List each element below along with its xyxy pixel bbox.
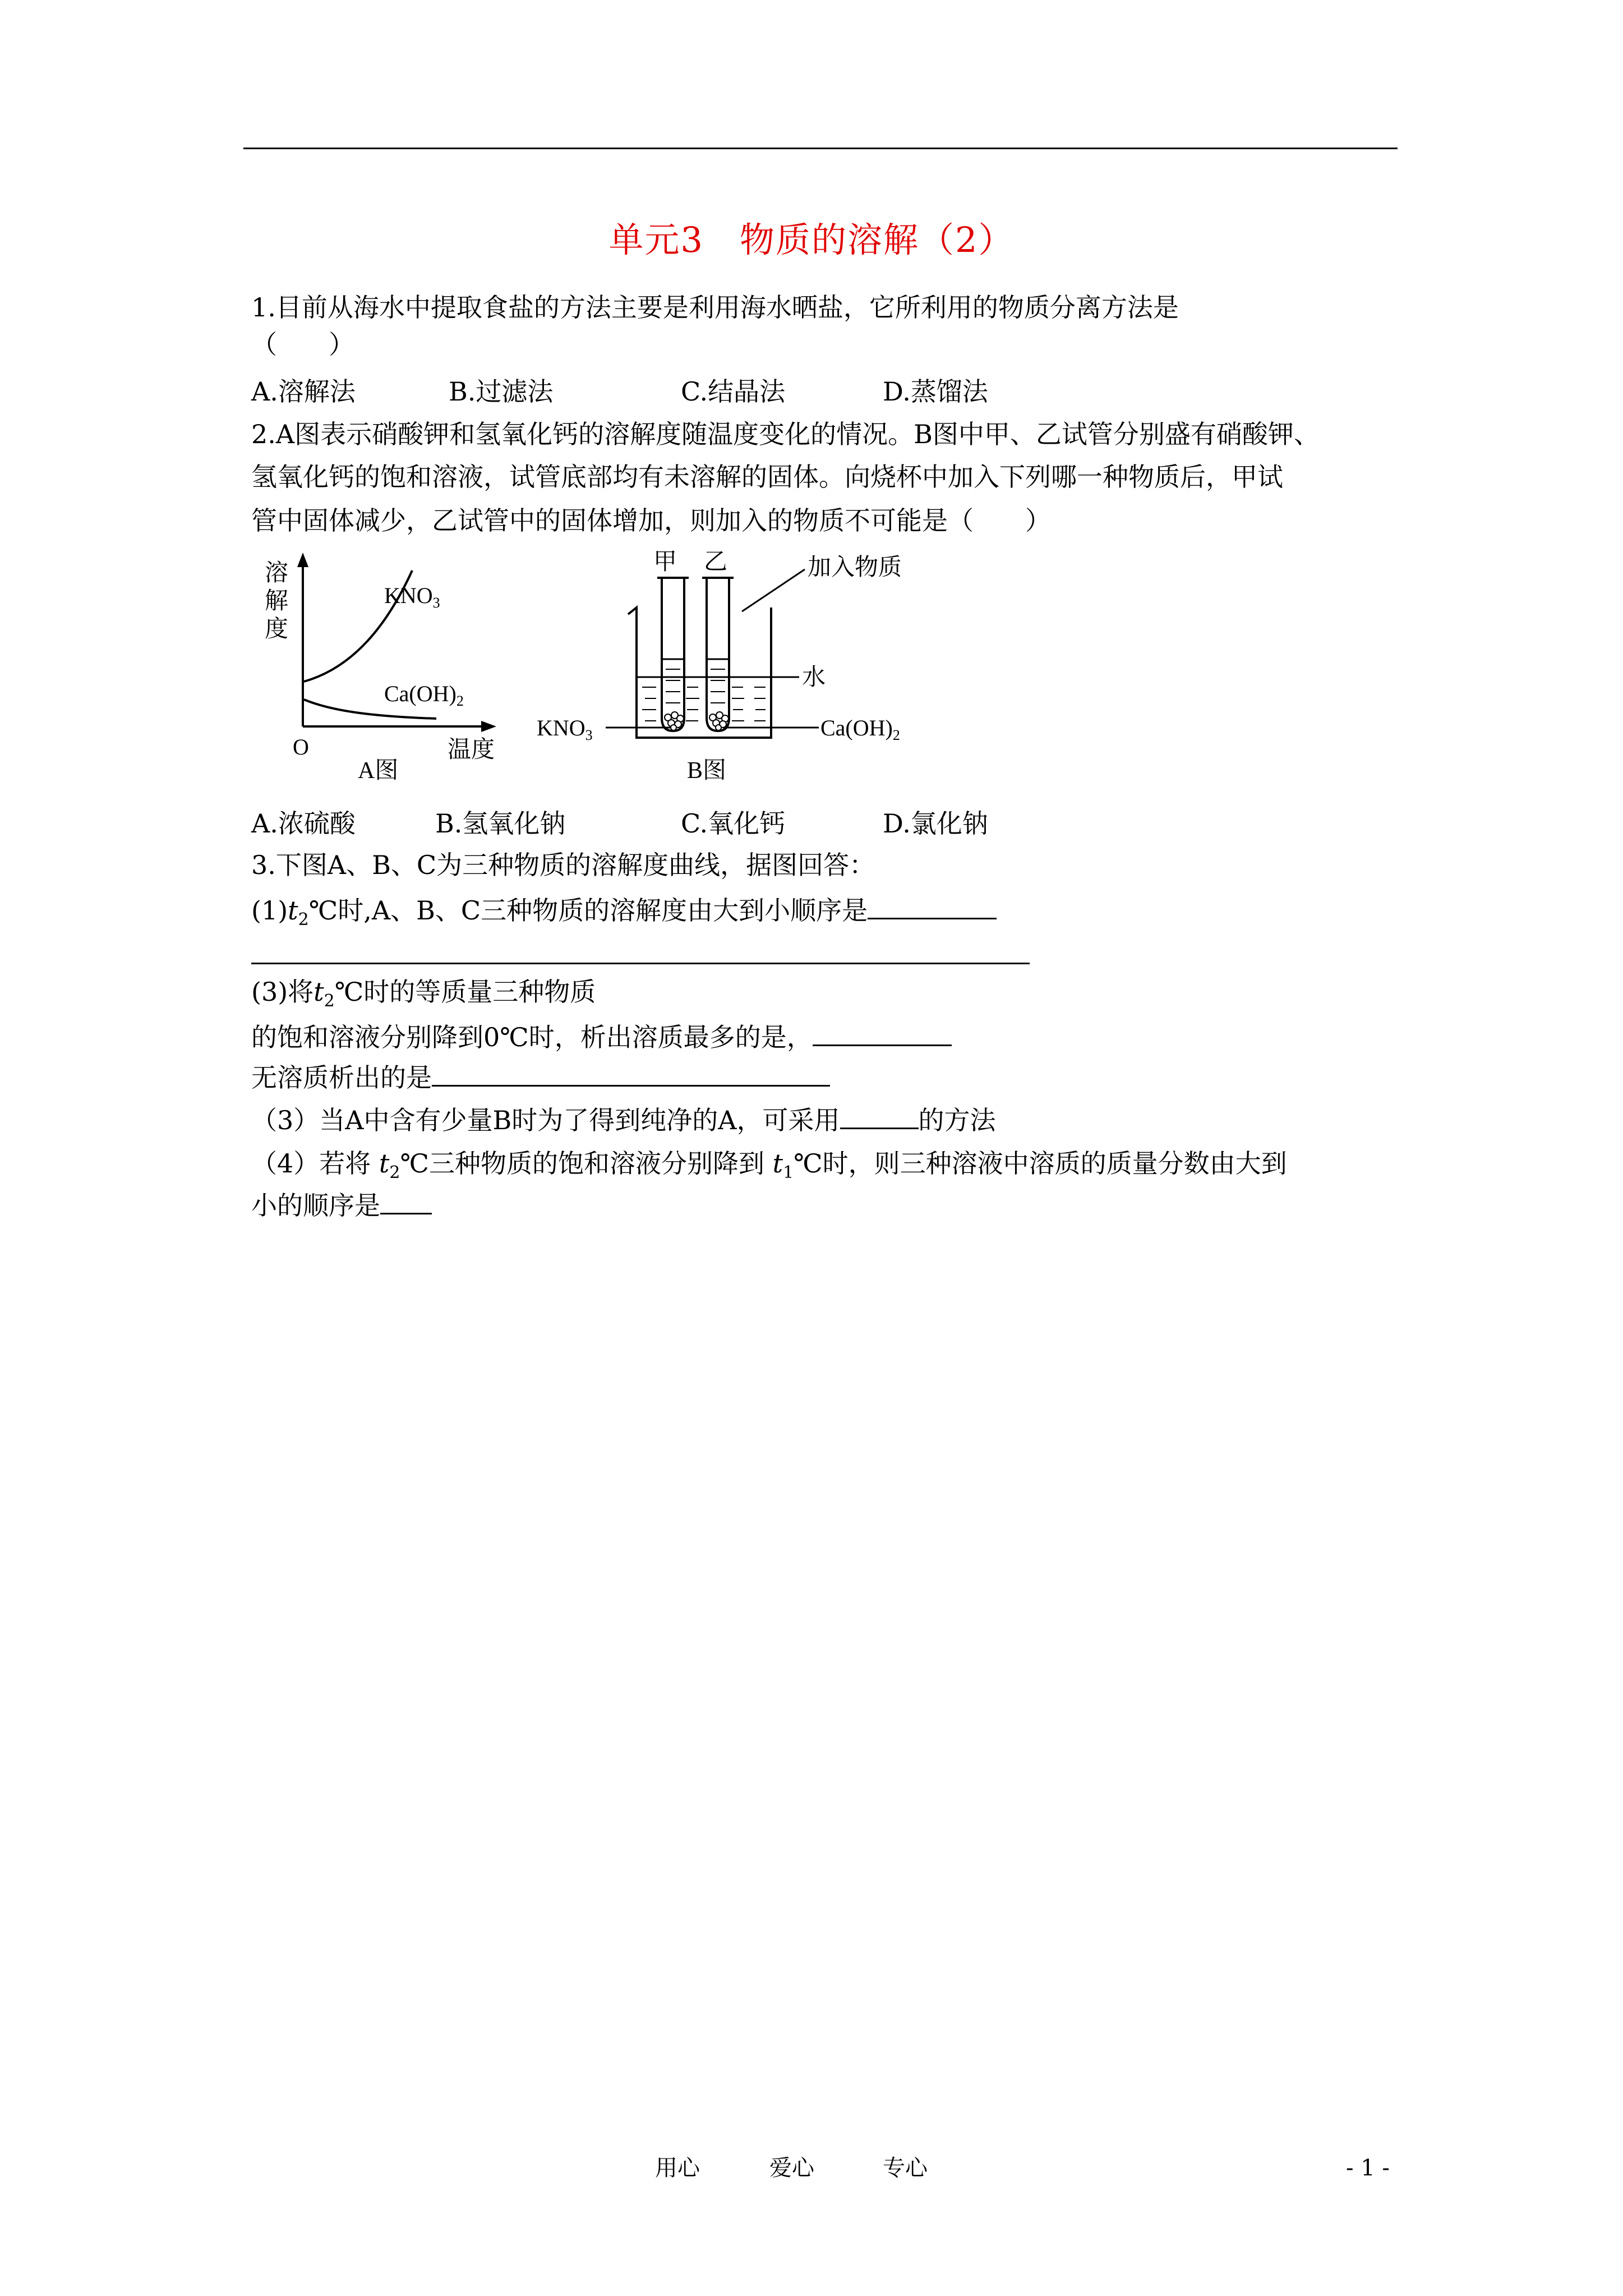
q3-stem: 3.下图A、B、C为三种物质的溶解度曲线，据图回答：	[251, 850, 875, 880]
q2-line-2: 氢氧化钙的饱和溶液，试管底部均有未溶解的固体。向烧杯中加入下列哪一种物质后，甲试	[251, 462, 1283, 492]
y-axis-label-3: 度	[265, 616, 289, 642]
figure-b-caption: B图	[687, 758, 727, 784]
origin-label: O	[293, 734, 309, 760]
q3-part-4-line-1: （4）若将 $t_2℃$三种物质的饱和溶液分别降到 $t_1℃$时，则三种溶液中溶质的质量分数由大到	[251, 1148, 1287, 1183]
q1-option-b: B.过滤法	[449, 376, 554, 407]
q1-option-a: A.溶解法	[251, 376, 356, 407]
x-axis-label: 温度	[448, 737, 495, 763]
q3-part-2-line-1: (3)将$t_2℃$时的等质量三种物质	[251, 977, 596, 1011]
kno3-solid-label: $KNO_3$	[537, 715, 593, 743]
q1-option-c: C.结晶法	[681, 376, 786, 407]
q2-option-b: B.氢氧化钠	[435, 808, 566, 839]
q2-option-d: D.氯化钠	[883, 808, 988, 839]
q3-part-3: （3）当A中含有少量B时为了得到纯净的A，可采用 的方法	[251, 1103, 996, 1137]
q2-option-a: A.浓硫酸	[251, 808, 356, 839]
footer-item-3: 专心	[883, 2155, 928, 2181]
q3-most-precipitate-blank[interactable]	[813, 1020, 952, 1046]
header-rule	[243, 148, 1398, 149]
add-substance-label: 加入物质	[808, 555, 902, 581]
figure-b-beaker-diagram	[536, 547, 951, 794]
y-axis-label-1: 溶	[265, 560, 289, 586]
curve-kno3-label: $KNO_3$	[384, 583, 440, 611]
footer-item-2: 爱心	[769, 2155, 814, 2181]
water-label: 水	[802, 665, 826, 691]
page-title: 单元3 物质的溶解（2）	[608, 219, 1015, 260]
footer-item-1: 用心	[655, 2155, 700, 2181]
q3-part-1-answer-line[interactable]	[251, 963, 1030, 964]
curve-caoh2-label: $Ca(OH)_2$	[384, 681, 464, 709]
figure-a-solubility-graph	[258, 547, 516, 794]
q2-line-3: 管中固体减少，乙试管中的固体增加，则加入的物质不可能是（ ）	[251, 505, 1051, 536]
q3-part-1: $(1)t_2℃$时,A、B、C三种物质的溶解度由大到小顺序是	[251, 893, 997, 937]
tube-jia-label: 甲	[653, 549, 677, 575]
caoh2-solid-label: $Ca(OH)_2$	[820, 715, 900, 743]
q1-option-d: D.蒸馏法	[883, 376, 988, 407]
q1-bracket: （ ）	[251, 329, 354, 360]
q3-part-4-line-2: 小的顺序是	[251, 1188, 432, 1222]
q3-method-blank[interactable]	[840, 1103, 919, 1129]
q2-line-1: 2.A图表示硝酸钾和氢氧化钙的溶解度随温度变化的情况。B图中甲、乙试管分别盛有硝酸钾、	[251, 419, 1320, 449]
q3-part-2-line-2: 的饱和溶液分别降到0℃时，析出溶质最多的是，	[251, 1020, 952, 1054]
figure-a-caption: A图	[358, 758, 399, 784]
q3-part-2-line-3: 无溶质析出的是	[251, 1060, 830, 1094]
q3-order-blank[interactable]	[380, 1188, 432, 1214]
q2-option-c: C.氧化钙	[681, 808, 786, 839]
tube-yi-label: 乙	[704, 549, 728, 575]
q1-stem: 1.目前从海水中提取食盐的方法主要是利用海水晒盐，它所利用的物质分离方法是	[251, 292, 1179, 323]
y-axis-label-2: 解	[265, 588, 289, 614]
page-number: - 1 -	[1346, 2155, 1390, 2181]
q3-no-precipitate-blank[interactable]	[432, 1060, 830, 1087]
q3-part-1-blank[interactable]	[868, 893, 997, 919]
